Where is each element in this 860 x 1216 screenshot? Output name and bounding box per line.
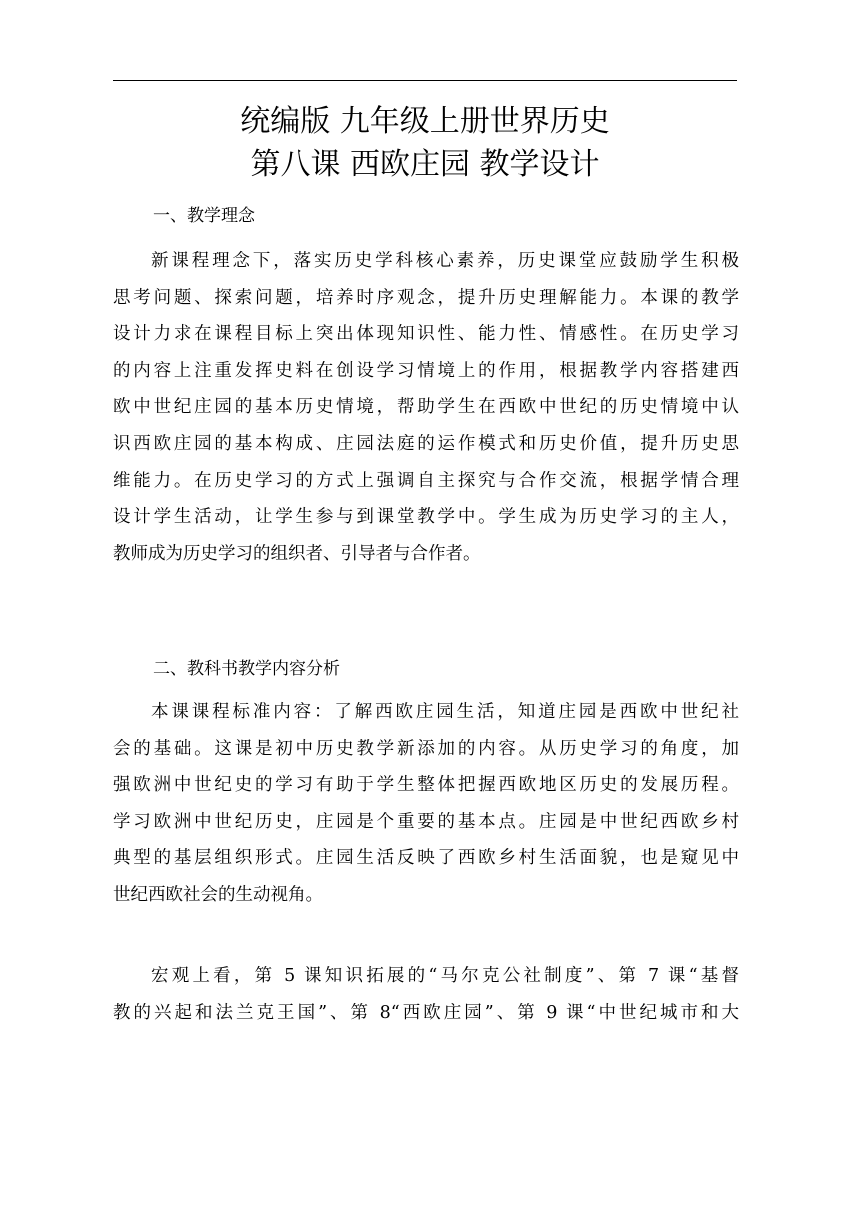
document-title-line-1: 统编版 九年级上册世界历史 xyxy=(240,104,610,139)
paragraph-teaching-philosophy xyxy=(113,243,739,572)
paragraph-line: 教的兴起和法兰克王国”、第 8“西欧庄园”、第 9 课“中世纪城市和大 xyxy=(113,1002,739,1023)
section-heading-textbook-analysis: 二、教科书教学内容分析 xyxy=(153,659,340,679)
header-rule xyxy=(113,80,737,81)
paragraph-line: 世纪西欧社会的生动视角。 xyxy=(113,884,323,905)
paragraph-line: 识西欧庄园的基本构成、庄园法庭的运作模式和历史价值，提升历史思 xyxy=(113,433,739,454)
paragraph-line: 新课程理念下，落实历史学科核心素养，历史课堂应鼓励学生积极 xyxy=(151,251,739,271)
paragraph-line: 教师成为历史学习的组织者、引导者与合作者。 xyxy=(113,543,481,564)
paragraph-macro-view xyxy=(113,958,739,1031)
paragraph-line: 强欧洲中世纪史的学习有助于学生整体把握西欧地区历史的发展历程。 xyxy=(113,775,739,796)
paragraph-line: 宏观上看，第 5 课知识拓展的“马尔克公社制度”、第 7 课“基督 xyxy=(151,966,739,986)
paragraph-line: 设计学生活动，让学生参与到课堂教学中。学生成为历史学习的主人， xyxy=(113,507,739,528)
paragraph-line: 典型的基层组织形式。庄园生活反映了西欧乡村生活面貌，也是窥见中 xyxy=(113,848,739,869)
paragraph-line: 会的基础。这课是初中历史教学新添加的内容。从历史学习的角度，加 xyxy=(113,738,739,759)
paragraph-line: 思考问题、探索问题，培养时序观念，提升历史理解能力。本课的教学 xyxy=(113,287,739,308)
paragraph-line: 本课课程标准内容：了解西欧庄园生活，知道庄园是西欧中世纪社 xyxy=(151,702,739,722)
paragraph-line: 设计力求在课程目标上突出体现知识性、能力性、情感性。在历史学习 xyxy=(113,324,739,345)
paragraph-line: 学习欧洲中世纪历史，庄园是个重要的基本点。庄园是中世纪西欧乡村 xyxy=(113,811,739,832)
paragraph-line: 欧中世纪庄园的基本历史情境，帮助学生在西欧中世纪的历史情境中认 xyxy=(113,397,739,418)
section-heading-teaching-philosophy: 一、教学理念 xyxy=(153,206,255,226)
paragraph-curriculum-standard xyxy=(113,694,739,914)
document-title-line-2: 第八课 西欧庄园 教学设计 xyxy=(250,147,600,182)
paragraph-line: 的内容上注重发挥史料在创设学习情境上的作用，根据教学内容搭建西 xyxy=(113,360,739,381)
paragraph-line: 维能力。在历史学习的方式上强调自主探究与合作交流，根据学情合理 xyxy=(113,470,739,491)
